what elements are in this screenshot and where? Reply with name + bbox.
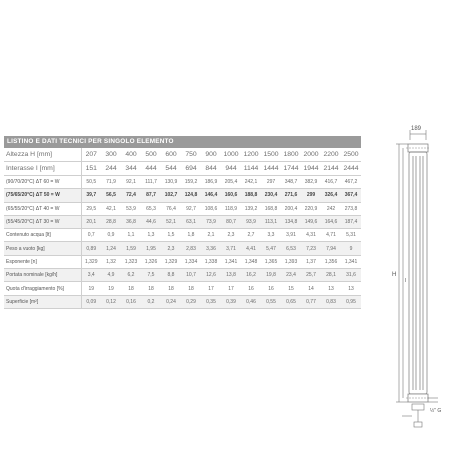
table-cell: 0,29 [181,295,201,308]
table-cell: 7,94 [321,242,341,255]
table-cell: 28,1 [321,269,341,282]
table-cell: 5,31 [341,229,361,242]
row-label: Esponente [n] [4,255,81,268]
table-cell: 10,7 [181,269,201,282]
table-cell: 1444 [261,162,281,176]
table-cell: 2200 [321,148,341,162]
table-cell: 16,2 [241,269,261,282]
table-cell: 1,356 [321,255,341,268]
table-cell: 3,36 [201,242,221,255]
table-cell: 900 [201,148,221,162]
width-label: 189 [411,126,422,132]
radiator-column [409,152,427,394]
table-row [4,242,361,255]
table-cell: 187,4 [341,215,361,228]
table-cell: 326,4 [321,189,341,202]
table-cell: 1,329 [161,255,181,268]
table-cell: 1,365 [261,255,281,268]
table-cell: 2000 [301,148,321,162]
table-cell: 2500 [341,148,361,162]
table-cell: 300 [101,148,121,162]
table-cell: 23,4 [281,269,301,282]
table-cell: 750 [181,148,201,162]
valve-detail [402,404,424,427]
table-cell: 160,6 [221,189,241,202]
table-cell: 18 [181,282,201,295]
table-cell: 17 [221,282,241,295]
table-cell: 273,8 [341,202,361,215]
table-cell: 93,9 [241,215,261,228]
table-row [4,282,361,295]
table-cell: 65,3 [141,202,161,215]
table-cell: 242 [321,202,341,215]
table-cell: 1,334 [181,255,201,268]
table-cell: 0,89 [81,242,101,255]
table-cell: 168,8 [261,202,281,215]
row-label: Contenuto acqua [lt] [4,229,81,242]
table-cell: 12,6 [201,269,221,282]
table-cell: 1744 [281,162,301,176]
table-cell: 13 [341,282,361,295]
row-label: (65/55/20°C) ΔT 40 = W [4,202,81,215]
table-cell: 1200 [241,148,261,162]
table-cell: 297 [261,176,281,189]
table-cell: 18 [121,282,141,295]
table-cell: 544 [161,162,181,176]
table-cell: 2,3 [221,229,241,242]
table-cell: 76,4 [161,202,181,215]
table-cell: 9 [341,242,361,255]
row-label: Superficie [m²] [4,295,81,308]
table-cell: 146,4 [201,189,221,202]
radiator-technical-drawing [372,120,450,440]
table-row [4,202,361,215]
table-cell: 19,8 [261,269,281,282]
table-cell: 694 [181,162,201,176]
table-cell: 50,5 [81,176,101,189]
table-cell: 1,8 [181,229,201,242]
table-cell: 134,8 [281,215,301,228]
table-cell: 244 [101,162,121,176]
table-cell: 13,8 [221,269,241,282]
row-label: Portata nominale [kg/h] [4,269,81,282]
table-cell: 80,7 [221,215,241,228]
row-label: Altezza H [mm] [4,148,81,162]
table-cell: 7,23 [301,242,321,255]
table-title: LISTINO E DATI TECNICI PER SINGOLO ELEMENTO [4,136,361,148]
table-cell: 29,5 [81,202,101,215]
table-cell: 0,12 [101,295,121,308]
table-row [4,255,361,268]
table-cell: 124,8 [181,189,201,202]
table-cell: 600 [161,148,181,162]
table-cell: 118,9 [221,202,241,215]
table-cell: 4,41 [241,242,261,255]
table-row [4,162,361,176]
table-cell: 1,348 [241,255,261,268]
table-cell: 186,9 [201,176,221,189]
table-cell: 467,2 [341,176,361,189]
table-cell: 1800 [281,148,301,162]
table-cell: 7,5 [141,269,161,282]
table-cell: 44,6 [141,215,161,228]
table-cell: 72,4 [121,189,141,202]
table-cell: 0,35 [201,295,221,308]
table-cell: 53,9 [121,202,141,215]
table-cell: 102,7 [161,189,181,202]
table-cell: 344 [121,162,141,176]
table-cell: 844 [201,162,221,176]
table-cell: 2,7 [241,229,261,242]
table-cell: 1000 [221,148,241,162]
table-cell: 1944 [301,162,321,176]
table-cell: 5,47 [261,242,281,255]
table-cell: 113,1 [261,215,281,228]
table-cell: 87,7 [141,189,161,202]
table-cell: 1,341 [221,255,241,268]
table-cell: 73,9 [201,215,221,228]
row-label: Peso a vuoto [kg] [4,242,81,255]
table-cell: 6,2 [121,269,141,282]
table-cell: 400 [121,148,141,162]
table-cell: 444 [141,162,161,176]
table-cell: 3,91 [281,229,301,242]
pipe-dimension [428,398,438,402]
table-cell: 151 [81,162,101,176]
row-label: (90/70/20°C) ΔT 60 = W [4,176,81,189]
row-label: (75/65/20°C) ΔT 50 = W [4,189,81,202]
table-cell: 242,1 [241,176,261,189]
table-cell: 500 [141,148,161,162]
row-label: (55/45/20°C) ΔT 30 = W [4,215,81,228]
table-cell: 4,71 [321,229,341,242]
table-cell: 56,5 [101,189,121,202]
table-cell: 0,09 [81,295,101,308]
row-label: Interasse I [mm] [4,162,81,176]
table-cell: 2,1 [201,229,221,242]
table-cell: 1,1 [121,229,141,242]
table-cell: 1,59 [121,242,141,255]
table-cell: 6,53 [281,242,301,255]
table-cell: 1144 [241,162,261,176]
table-cell: 18 [161,282,181,295]
table-cell: 92,7 [181,202,201,215]
table-cell: 1,3 [141,229,161,242]
table-row [4,215,361,228]
table-row [4,269,361,282]
table-cell: 0,39 [221,295,241,308]
table-cell: 92,1 [121,176,141,189]
table-cell: 63,1 [181,215,201,228]
table-cell: 19 [81,282,101,295]
table-cell: 0,7 [81,229,101,242]
table-cell: 1,95 [141,242,161,255]
table-cell: 52,1 [161,215,181,228]
table-cell: 2,83 [181,242,201,255]
height-dimension [396,144,408,402]
table-cell: 159,2 [181,176,201,189]
table-cell: 20,1 [81,215,101,228]
table-row [4,189,361,202]
interaxis-label: I [405,278,407,284]
table-cell: 220,9 [301,202,321,215]
table-cell: 108,6 [201,202,221,215]
table-cell: 0,83 [321,295,341,308]
table-cell: 1,323 [121,255,141,268]
table-cell: 1,393 [281,255,301,268]
table-cell: 416,7 [321,176,341,189]
table-cell: 348,7 [281,176,301,189]
table-cell: 18 [141,282,161,295]
technical-data-table [4,148,361,309]
table-cell: 130,9 [161,176,181,189]
table-cell: 3,4 [81,269,101,282]
table-row [4,229,361,242]
table-cell: 17 [201,282,221,295]
table-row [4,176,361,189]
row-label: Quota d'irraggiamento [%] [4,282,81,295]
table-cell: 0,16 [121,295,141,308]
table-cell: 0,46 [241,295,261,308]
table-cell: 1,32 [101,255,121,268]
table-cell: 1,341 [341,255,361,268]
table-row [4,295,361,308]
table-cell: 2144 [321,162,341,176]
table-cell: 0,55 [261,295,281,308]
table-cell: 1,326 [141,255,161,268]
table-cell: 207 [81,148,101,162]
table-cell: 42,1 [101,202,121,215]
table-cell: 39,7 [81,189,101,202]
table-cell: 2444 [341,162,361,176]
table-cell: 0,77 [301,295,321,308]
table-cell: 28,8 [101,215,121,228]
table-cell: 111,7 [141,176,161,189]
table-cell: 230,4 [261,189,281,202]
table-cell: 367,4 [341,189,361,202]
table-cell: 13 [321,282,341,295]
table-cell: 0,2 [141,295,161,308]
table-cell: 0,95 [341,295,361,308]
table-cell: 3,71 [221,242,241,255]
price-data-sheet [4,136,361,309]
table-cell: 149,6 [301,215,321,228]
table-cell: 271,6 [281,189,301,202]
table-cell: 19 [101,282,121,295]
table-cell: 0,24 [161,295,181,308]
table-cell: 14 [301,282,321,295]
table-cell: 25,7 [301,269,321,282]
table-cell: 200,4 [281,202,301,215]
table-cell: 1,329 [81,255,101,268]
table-cell: 164,6 [321,215,341,228]
table-cell: 188,8 [241,189,261,202]
table-cell: 0,65 [281,295,301,308]
table-cell: 1,5 [161,229,181,242]
table-cell: 944 [221,162,241,176]
table-cell: 299 [301,189,321,202]
table-cell: 382,9 [301,176,321,189]
table-cell: 16 [261,282,281,295]
table-cell: 205,4 [221,176,241,189]
table-cell: 1,338 [201,255,221,268]
table-cell: 4,9 [101,269,121,282]
table-cell: 15 [281,282,301,295]
table-row [4,148,361,162]
table-cell: 36,8 [121,215,141,228]
table-cell: 1,24 [101,242,121,255]
height-label: H [392,272,397,278]
pipe-label: ½" G [430,408,442,414]
table-cell: 3,3 [261,229,281,242]
table-cell: 1,37 [301,255,321,268]
table-cell: 2,3 [161,242,181,255]
table-cell: 4,31 [301,229,321,242]
table-cell: 31,6 [341,269,361,282]
table-cell: 139,2 [241,202,261,215]
table-cell: 1500 [261,148,281,162]
table-cell: 71,9 [101,176,121,189]
table-cell: 16 [241,282,261,295]
table-cell: 8,8 [161,269,181,282]
table-cell: 0,9 [101,229,121,242]
